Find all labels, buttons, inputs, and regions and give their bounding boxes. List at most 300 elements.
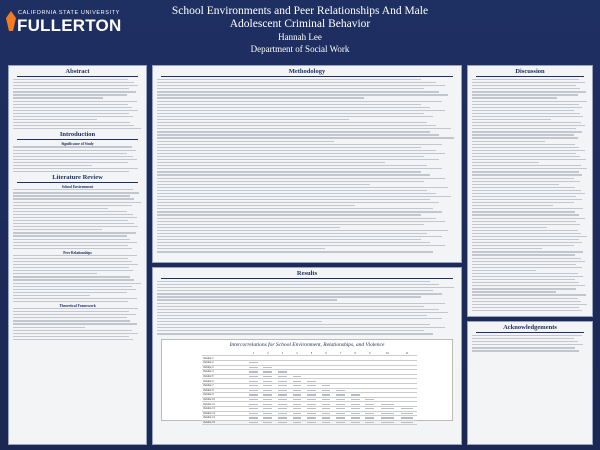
text-line	[157, 113, 424, 114]
table-cell	[333, 420, 348, 425]
cell-placeholder	[336, 413, 345, 414]
left-column-panel	[8, 65, 147, 445]
cell-placeholder	[365, 408, 374, 409]
cell-placeholder	[249, 367, 258, 368]
cell-placeholder	[365, 413, 374, 414]
text-line	[13, 289, 136, 290]
text-line	[13, 292, 127, 293]
cell-placeholder	[365, 399, 374, 400]
results-text	[153, 281, 461, 335]
text-line	[472, 261, 585, 262]
table-row-label: Variable 12	[202, 406, 246, 411]
cell-placeholder	[322, 404, 331, 405]
logo-fullerton-text: FULLERTON	[17, 16, 122, 35]
text-line	[13, 214, 133, 215]
text-line	[472, 233, 581, 234]
cell-placeholder	[381, 413, 394, 414]
text-line	[13, 276, 130, 277]
text-line	[13, 125, 134, 126]
text-line	[157, 287, 454, 288]
text-line	[472, 178, 574, 179]
table-row-label: Variable 7	[202, 383, 246, 388]
text-line	[13, 223, 134, 224]
cell-placeholder	[278, 371, 287, 372]
text-line	[157, 296, 421, 297]
cell-placeholder	[401, 413, 413, 414]
introduction-text	[9, 146, 146, 172]
cell-placeholder	[381, 404, 394, 405]
cell-placeholder	[365, 422, 374, 423]
text-line	[472, 101, 587, 102]
text-line	[13, 283, 141, 284]
table-cell	[290, 420, 305, 425]
cell-placeholder	[263, 408, 272, 409]
text-line	[157, 208, 433, 209]
table-row-label: Variable 8	[202, 388, 246, 393]
cell-placeholder	[336, 417, 345, 418]
text-line	[472, 344, 583, 345]
text-line	[13, 232, 136, 233]
text-line	[13, 330, 132, 331]
table-col-header: 1	[246, 352, 261, 356]
text-line	[13, 153, 127, 154]
text-line	[157, 101, 442, 102]
text-line	[13, 82, 134, 83]
text-line	[472, 97, 557, 98]
text-line	[472, 242, 582, 243]
text-line	[13, 270, 133, 271]
text-line	[13, 226, 138, 227]
table-row-label: Variable 4	[202, 370, 246, 375]
cell-placeholder	[249, 390, 258, 391]
text-line	[13, 273, 97, 274]
significance-subheading: Significance of Study	[61, 142, 94, 147]
discussion-text	[468, 79, 592, 311]
text-line	[157, 187, 448, 188]
text-line	[472, 141, 545, 142]
text-line	[472, 264, 576, 265]
text-line	[157, 230, 448, 231]
cell-placeholder	[293, 390, 302, 391]
text-line	[157, 104, 421, 105]
text-line	[472, 82, 585, 83]
text-line	[472, 347, 575, 348]
text-line	[13, 171, 129, 172]
table-row	[202, 420, 417, 425]
text-line	[13, 242, 137, 243]
text-line	[157, 193, 436, 194]
text-line	[472, 335, 582, 336]
cell-placeholder	[293, 394, 302, 395]
text-line	[472, 202, 574, 203]
text-line	[13, 301, 128, 302]
text-line	[157, 178, 445, 179]
text-line	[472, 230, 578, 231]
text-line	[157, 165, 427, 166]
text-line	[157, 242, 430, 243]
text-line	[472, 131, 582, 132]
text-line	[13, 279, 134, 280]
cell-placeholder	[263, 367, 272, 368]
text-line	[472, 224, 580, 225]
cell-placeholder	[307, 381, 316, 382]
text-line	[157, 315, 427, 316]
text-line	[472, 221, 576, 222]
text-line	[472, 310, 582, 311]
introduction-heading: Introduction	[17, 131, 138, 140]
text-line	[472, 338, 574, 339]
cell-placeholder	[365, 404, 374, 405]
cell-placeholder	[307, 422, 316, 423]
text-line	[472, 245, 574, 246]
text-line	[472, 276, 583, 277]
cell-placeholder	[307, 413, 316, 414]
text-line	[472, 122, 581, 123]
text-line	[472, 168, 587, 169]
text-line	[157, 141, 334, 142]
results-panel	[152, 267, 462, 445]
methodology-heading: Methodology	[161, 68, 453, 77]
text-line	[13, 192, 139, 193]
text-line	[472, 107, 582, 108]
text-line	[13, 156, 133, 157]
text-line	[157, 153, 445, 154]
text-line	[157, 137, 454, 138]
text-line	[472, 79, 579, 80]
text-line	[157, 184, 370, 185]
table-cell	[246, 420, 261, 425]
text-line	[472, 199, 582, 200]
text-line	[157, 245, 445, 246]
text-line	[472, 258, 581, 259]
cell-placeholder	[322, 399, 331, 400]
poster-header	[0, 0, 600, 62]
text-line	[13, 195, 130, 196]
university-logo	[6, 9, 134, 37]
cell-placeholder	[351, 399, 360, 400]
cell-placeholder	[249, 413, 258, 414]
text-line	[13, 248, 132, 249]
title-line-1: School Environments and Peer Relationships And Male	[171, 5, 429, 17]
text-line	[13, 339, 133, 340]
text-line	[472, 147, 579, 148]
text-line	[472, 304, 587, 305]
table-cell	[348, 420, 363, 425]
text-line	[157, 324, 430, 325]
text-line	[157, 190, 427, 191]
cell-placeholder	[307, 399, 316, 400]
text-line	[13, 116, 133, 117]
text-line	[472, 85, 576, 86]
cell-placeholder	[381, 422, 394, 423]
cell-placeholder	[249, 371, 258, 372]
table-col-header: 3	[275, 352, 290, 356]
cell-placeholder	[322, 417, 331, 418]
text-line	[157, 199, 430, 200]
cell-placeholder	[263, 376, 272, 377]
text-line	[157, 293, 442, 294]
text-line	[13, 146, 132, 147]
table-cell	[377, 420, 397, 425]
cell-placeholder	[293, 376, 302, 377]
cell-placeholder	[307, 404, 316, 405]
text-line	[472, 110, 574, 111]
text-line	[157, 107, 430, 108]
cell-placeholder	[307, 394, 316, 395]
cell-placeholder	[351, 408, 360, 409]
cell-placeholder	[351, 394, 360, 395]
text-line	[13, 336, 129, 337]
text-line	[13, 320, 130, 321]
text-line	[13, 119, 97, 120]
text-line	[472, 251, 583, 252]
cell-placeholder	[278, 381, 287, 382]
text-line	[13, 165, 92, 166]
acknowledgements-heading: Acknowledgements	[476, 324, 584, 333]
discussion-heading: Discussion	[476, 68, 584, 77]
school-environment-text	[9, 189, 146, 249]
text-line	[157, 147, 421, 148]
text-line	[472, 307, 579, 308]
text-line	[472, 144, 575, 145]
text-line	[157, 82, 436, 83]
cell-placeholder	[336, 404, 345, 405]
text-line	[13, 189, 133, 190]
text-line	[157, 168, 442, 169]
text-line	[13, 107, 132, 108]
cell-placeholder	[249, 385, 258, 386]
text-line	[157, 306, 424, 307]
table-row-label: Variable 2	[202, 361, 246, 366]
text-line	[157, 312, 448, 313]
text-line	[472, 119, 551, 120]
text-line	[13, 198, 134, 199]
text-line	[157, 122, 427, 123]
cell-placeholder	[263, 422, 272, 423]
text-line	[472, 285, 585, 286]
text-line	[157, 290, 433, 291]
text-line	[472, 248, 542, 249]
cell-placeholder	[401, 408, 413, 409]
text-line	[13, 113, 129, 114]
text-line	[157, 125, 436, 126]
cell-placeholder	[336, 408, 345, 409]
text-line	[13, 261, 132, 262]
cell-placeholder	[293, 404, 302, 405]
cell-placeholder	[249, 381, 258, 382]
text-line	[472, 156, 580, 157]
text-line	[472, 291, 556, 292]
table-col-header: 5	[304, 352, 319, 356]
text-line	[472, 193, 585, 194]
cell-placeholder	[336, 422, 345, 423]
cell-placeholder	[336, 394, 345, 395]
school-environment-subheading: School Environment	[61, 185, 94, 190]
cell-placeholder	[322, 385, 331, 386]
text-line	[157, 88, 424, 89]
text-line	[157, 251, 433, 252]
text-line	[472, 294, 586, 295]
text-line	[157, 116, 433, 117]
text-line	[157, 303, 445, 304]
correlation-table	[202, 352, 417, 426]
text-line	[157, 202, 439, 203]
cell-placeholder	[249, 408, 258, 409]
cell-placeholder	[249, 399, 258, 400]
text-line	[13, 264, 138, 265]
cell-placeholder	[263, 381, 272, 382]
text-line	[157, 150, 436, 151]
text-line	[13, 79, 128, 80]
table-col-header: 6	[319, 352, 334, 356]
text-line	[157, 233, 427, 234]
text-line	[472, 153, 576, 154]
cell-placeholder	[278, 404, 287, 405]
text-line	[13, 88, 129, 89]
text-line	[13, 104, 128, 105]
text-line	[472, 218, 585, 219]
table-col-header: 8	[348, 352, 363, 356]
theoretical-framework-subheading: Theoretical Framework	[59, 304, 96, 309]
text-line	[157, 321, 322, 322]
text-line	[472, 116, 583, 117]
table-row-label: Variable 6	[202, 379, 246, 384]
cell-placeholder	[293, 381, 302, 382]
text-line	[157, 119, 349, 120]
literature-review-heading: Literature Review	[17, 174, 138, 183]
cell-placeholder	[263, 413, 272, 414]
text-line	[13, 162, 128, 163]
table-row-label: Variable 13	[202, 411, 246, 416]
cell-placeholder	[293, 422, 302, 423]
text-line	[13, 286, 132, 287]
cell-placeholder	[381, 417, 394, 418]
title-line-2: Adolescent Criminal Behavior	[229, 17, 371, 30]
text-line	[13, 97, 103, 98]
text-line	[13, 159, 137, 160]
table-col-header: 4	[290, 352, 305, 356]
cell-placeholder	[365, 417, 374, 418]
cell-placeholder	[278, 422, 287, 423]
text-line	[472, 196, 576, 197]
table-col-header: 9	[363, 352, 378, 356]
text-line	[13, 245, 128, 246]
cell-placeholder	[263, 390, 272, 391]
text-line	[472, 162, 539, 163]
cell-placeholder	[336, 390, 345, 391]
correlation-figure	[161, 339, 453, 425]
acknowledgements-text	[468, 335, 592, 352]
text-line	[157, 281, 430, 282]
text-line	[13, 150, 136, 151]
text-line	[157, 174, 430, 175]
text-line	[157, 159, 439, 160]
text-line	[13, 220, 128, 221]
text-line	[472, 94, 578, 95]
theoretical-framework-text	[9, 308, 146, 340]
table-row-label: Variable 3	[202, 365, 246, 370]
text-line	[472, 88, 580, 89]
text-line	[13, 168, 138, 169]
text-line	[13, 323, 137, 324]
table-col-header: 11	[397, 352, 417, 356]
text-line	[472, 298, 578, 299]
results-heading: Results	[161, 270, 453, 279]
text-line	[157, 239, 421, 240]
text-line	[13, 91, 136, 92]
text-line	[157, 330, 424, 331]
table-col-header: 2	[261, 352, 276, 356]
cell-placeholder	[263, 385, 272, 386]
cell-placeholder	[249, 362, 258, 363]
text-line	[157, 171, 421, 172]
cell-placeholder	[293, 417, 302, 418]
figure-title: Intercorrelations for School Environment, Relationships, and Violence	[229, 341, 385, 348]
text-line	[157, 221, 445, 222]
cell-placeholder	[249, 417, 258, 418]
cell-placeholder	[278, 390, 287, 391]
text-line	[13, 327, 85, 328]
text-line	[157, 224, 424, 225]
table-cell	[275, 420, 290, 425]
department: Department of Social Work	[250, 44, 350, 54]
text-line	[157, 218, 436, 219]
cell-placeholder	[336, 399, 345, 400]
text-line	[472, 171, 579, 172]
text-line	[472, 165, 581, 166]
text-line	[472, 104, 579, 105]
cell-placeholder	[278, 399, 287, 400]
cell-placeholder	[322, 413, 331, 414]
text-line	[157, 131, 430, 132]
peer-relationships-text	[9, 255, 146, 302]
cell-placeholder	[278, 385, 287, 386]
text-line	[13, 258, 128, 259]
text-line	[157, 181, 424, 182]
cell-placeholder	[263, 394, 272, 395]
cell-placeholder	[322, 394, 331, 395]
text-line	[157, 156, 424, 157]
table-cell	[363, 420, 378, 425]
text-line	[13, 110, 138, 111]
cell-placeholder	[307, 417, 316, 418]
text-line	[472, 159, 586, 160]
text-line	[472, 174, 582, 175]
table-cell	[397, 420, 417, 425]
text-line	[13, 205, 132, 206]
text-line	[157, 318, 442, 319]
text-line	[157, 97, 364, 98]
cell-placeholder	[381, 408, 394, 409]
text-line	[157, 284, 439, 285]
cell-placeholder	[249, 404, 258, 405]
text-line	[13, 311, 129, 312]
text-line	[157, 94, 448, 95]
table-row-label: Variable 14	[202, 416, 246, 421]
text-line	[157, 144, 442, 145]
text-line	[157, 227, 340, 228]
cell-placeholder	[263, 404, 272, 405]
text-line	[157, 214, 421, 215]
text-line	[13, 235, 127, 236]
table-col-header: 10	[377, 352, 397, 356]
text-line	[157, 333, 433, 334]
cell-placeholder	[401, 417, 413, 418]
text-line	[472, 208, 583, 209]
text-line	[13, 308, 138, 309]
cell-placeholder	[322, 390, 331, 391]
text-line	[472, 125, 585, 126]
